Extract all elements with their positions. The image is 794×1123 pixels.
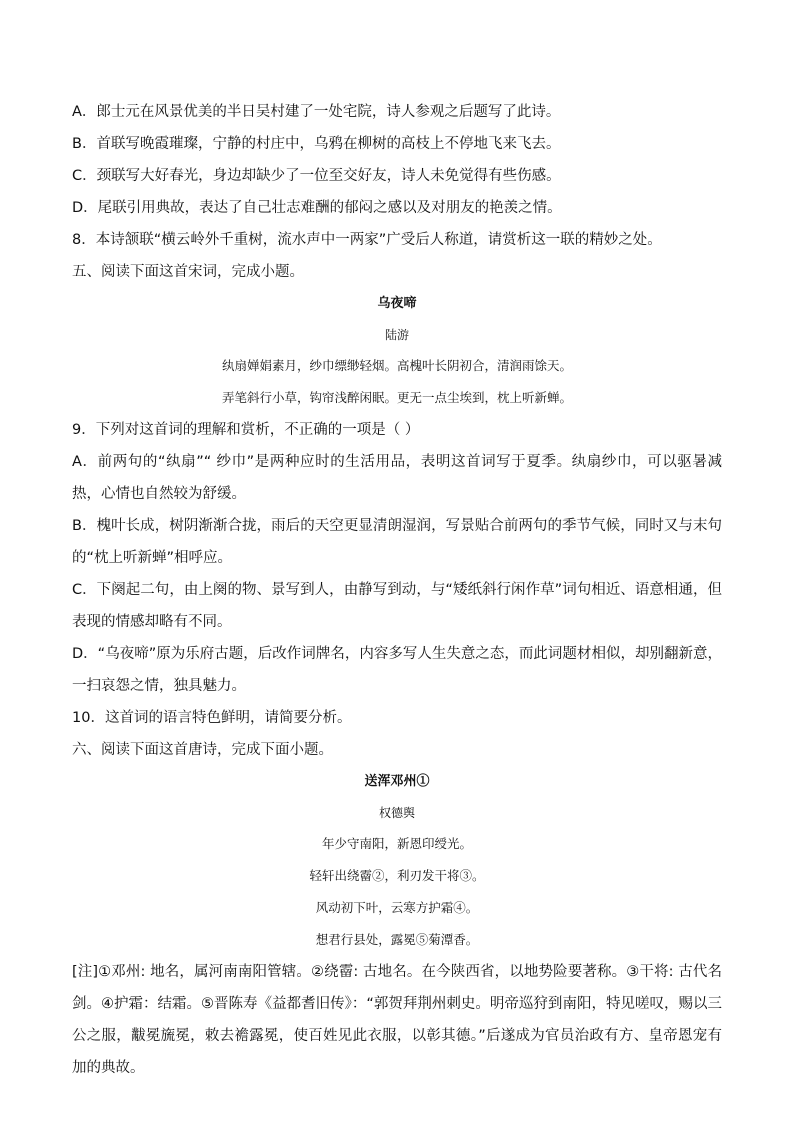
question-10: 10．这首词的语言特色鲜明，请简要分析。: [72, 710, 352, 726]
section-5-heading: 五、阅读下面这首宋词，完成小题。: [72, 264, 304, 280]
poem-line: 纨扇婵娟素月，纱巾缥缈轻烟。高槐叶长阴初合，清润雨馀天。: [221, 358, 572, 373]
q7-option-c: C．颈联写大好春光，身边却缺少了一位至交好友，诗人未免觉得有些伤感。: [72, 168, 561, 184]
question-8: 8．本诗颔联“横云岭外千重树，流水声中一两家”广受后人称道，请赏析这一联的精妙之处。: [72, 232, 662, 248]
poem-line: 年少守南阳，新恩印绶光。: [321, 836, 472, 851]
question-9-stem: 9．下列对这首词的理解和赏析，不正确的一项是（ ）: [72, 422, 420, 438]
exam-page: [72, 96, 722, 1084]
poem-title: 送浑邓州①: [364, 774, 430, 789]
poem-line: 风动初下叶，云寒方护霜④。: [315, 900, 479, 915]
q7-option-a: A．郎士元在风景优美的半日吴村建了一处宅院，诗人参观之后题写了此诗。: [72, 104, 561, 120]
poem-line: 弄笔斜行小草，钩帘浅醉闲眠。更无一点尘埃到，枕上听新蝉。: [221, 390, 572, 405]
poem-annotation: [注]①邓州: 地名，属河南南阳管辖。②绕霤: 古地名。在今陕西省，以地势险要著称。③干将: 古代名剑。④护霜：结霜。⑤晋陈寿《益都耆旧传》：“郭贺拜荆州刺史。明帝巡狩到南阳，特见嗟叹，赐以三公之服，黻冕旒冕，敕去襜露冕，使百姓见此衣服，以彰其德。”后遂成为官员治政有方、皇帝恩宠有加的典故。: [72, 964, 722, 1076]
q9-option-c: C．下阕起二句，由上阕的物、景写到人，由静写到动，与“矮纸斜行闲作草”词句相近、语意相通，但表现的情感却略有不同。: [72, 582, 722, 630]
section-6-heading: 六、阅读下面这首唐诗，完成下面小题。: [72, 742, 333, 758]
q9-option-a: A．前两句的“纨扇”“ 纱巾”是两种应时的生活用品，表明这首词写于夏季。纨扇纱巾，可以驱暑减热，心情也自然较为舒缓。: [72, 454, 722, 502]
q9-option-b: B．槐叶长成，树阴渐渐合拢，雨后的天空更显清朗湿润，写景贴合前两句的季节气候，同时又与末句的“枕上听新蝉”相呼应。: [72, 518, 722, 566]
q9-option-d: D．“乌夜啼”原为乐府古题，后改作词牌名，内容多写人生失意之态，而此词题材相似，却别翻新意，一扫哀怨之情，独具魅力。: [72, 646, 722, 694]
poem-title: 乌夜啼: [377, 296, 417, 311]
poem-line: 想君行县处，露冕⑤菊潭香。: [315, 932, 479, 947]
q7-option-b: B．首联写晚霞璀璨，宁静的村庄中，乌鸦在柳树的高枝上不停地飞来飞去。: [72, 136, 561, 152]
poem-line: 轻轩出绕霤②，利刃发干将③。: [309, 868, 485, 883]
poem-author: 陆游: [384, 328, 409, 342]
poem-author: 权德舆: [378, 806, 415, 820]
q7-option-d: D．尾联引用典故，表达了自己壮志难酬的郁闷之感以及对朋友的艳羡之情。: [72, 200, 562, 216]
